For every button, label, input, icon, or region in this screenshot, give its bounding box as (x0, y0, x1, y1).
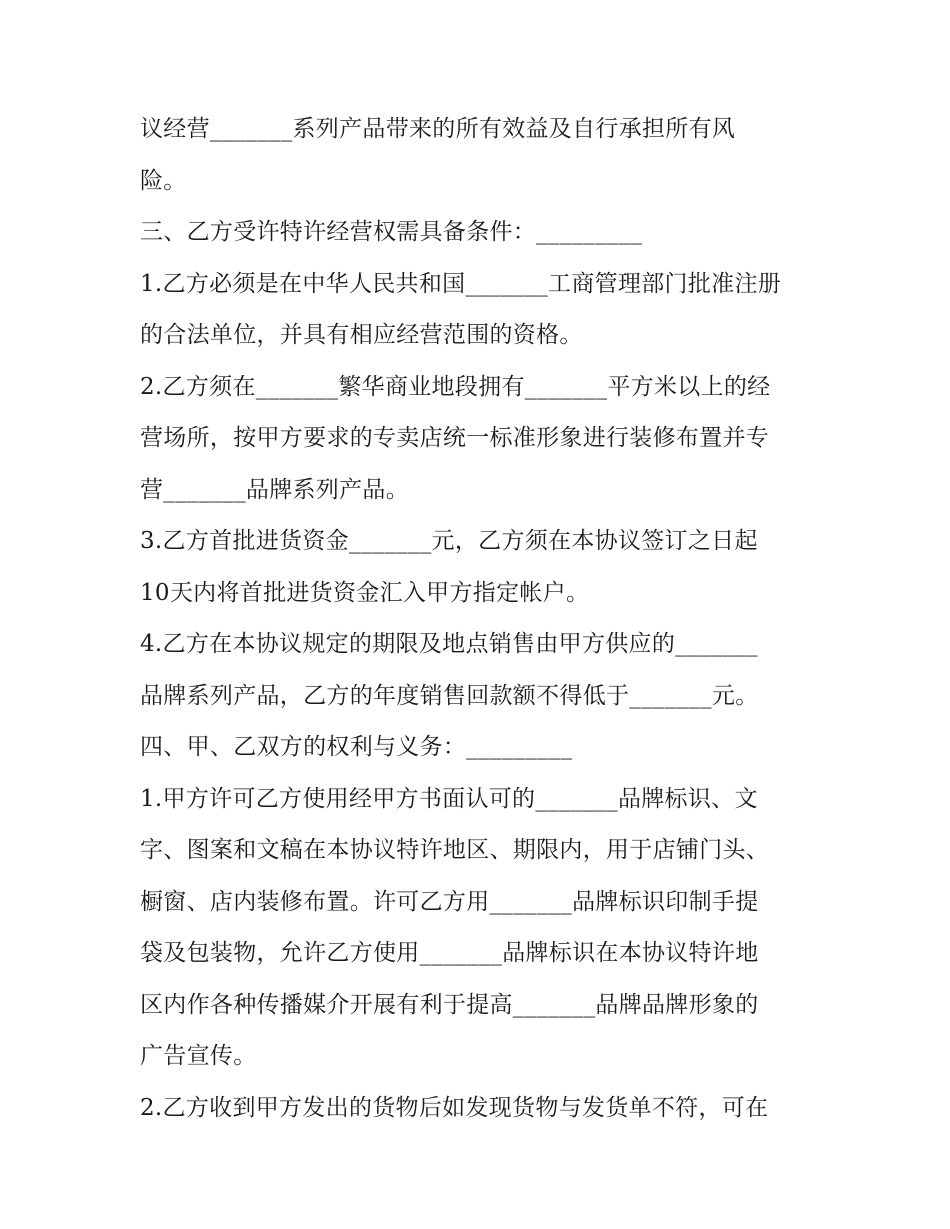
text-line: 1.乙方必须是在中华人民共和国_______工商管理部门批准注册 (140, 270, 782, 297)
text-line: 2.乙方须在_______繁华商业地段拥有_______平方米以上的经 (140, 373, 771, 400)
text-line: 品牌系列产品，乙方的年度销售回款额不得低于_______元。 (140, 682, 759, 709)
text-line: 10天内将首批进货资金汇入甲方指定帐户。 (140, 579, 590, 606)
text-line: 广告宣传。 (140, 1043, 257, 1069)
text-line: 险。 (140, 167, 187, 194)
text-line: 橱窗、店内装修布置。许可乙方用_______品牌标识印制手提 (140, 888, 759, 915)
text-line: 袋及包装物，允许乙方使用_______品牌标识在本协议特许地 (140, 940, 759, 966)
section-heading: 四、甲、乙双方的权利与义务：_________ (140, 734, 573, 760)
text-line: 3.乙方首批进货资金_______元，乙方须在本协议签订之日起 (140, 528, 758, 554)
text-line: 营_______品牌系列产品。 (140, 476, 409, 503)
text-line: 2.乙方收到甲方发出的货物后如发现货物与发货单不符，可在 (140, 1094, 769, 1121)
text-line: 的合法单位，并具有相应经营范围的资格。 (140, 322, 583, 348)
section-heading: 三、乙方受许特许经营权需具备条件：_________ (140, 219, 643, 245)
text-line: 1.甲方许可乙方使用经甲方书面认可的_______品牌标识、文 (140, 785, 758, 812)
text-line: 营场所，按甲方要求的专卖店统一标准形象进行装修布置并专 (140, 425, 770, 451)
text-line: 区内作各种传播媒介开展有利于提高_______品牌品牌形象的 (140, 991, 759, 1018)
text-line: 字、图案和文稿在本协议特许地区、期限内，用于店铺门头、 (140, 837, 770, 863)
text-line: 议经营_______系列产品带来的所有效益及自行承担所有风 (140, 116, 736, 142)
text-line: 4.乙方在本协议规定的期限及地点销售由甲方供应的_______ (140, 631, 758, 657)
document-page (140, 104, 820, 1134)
